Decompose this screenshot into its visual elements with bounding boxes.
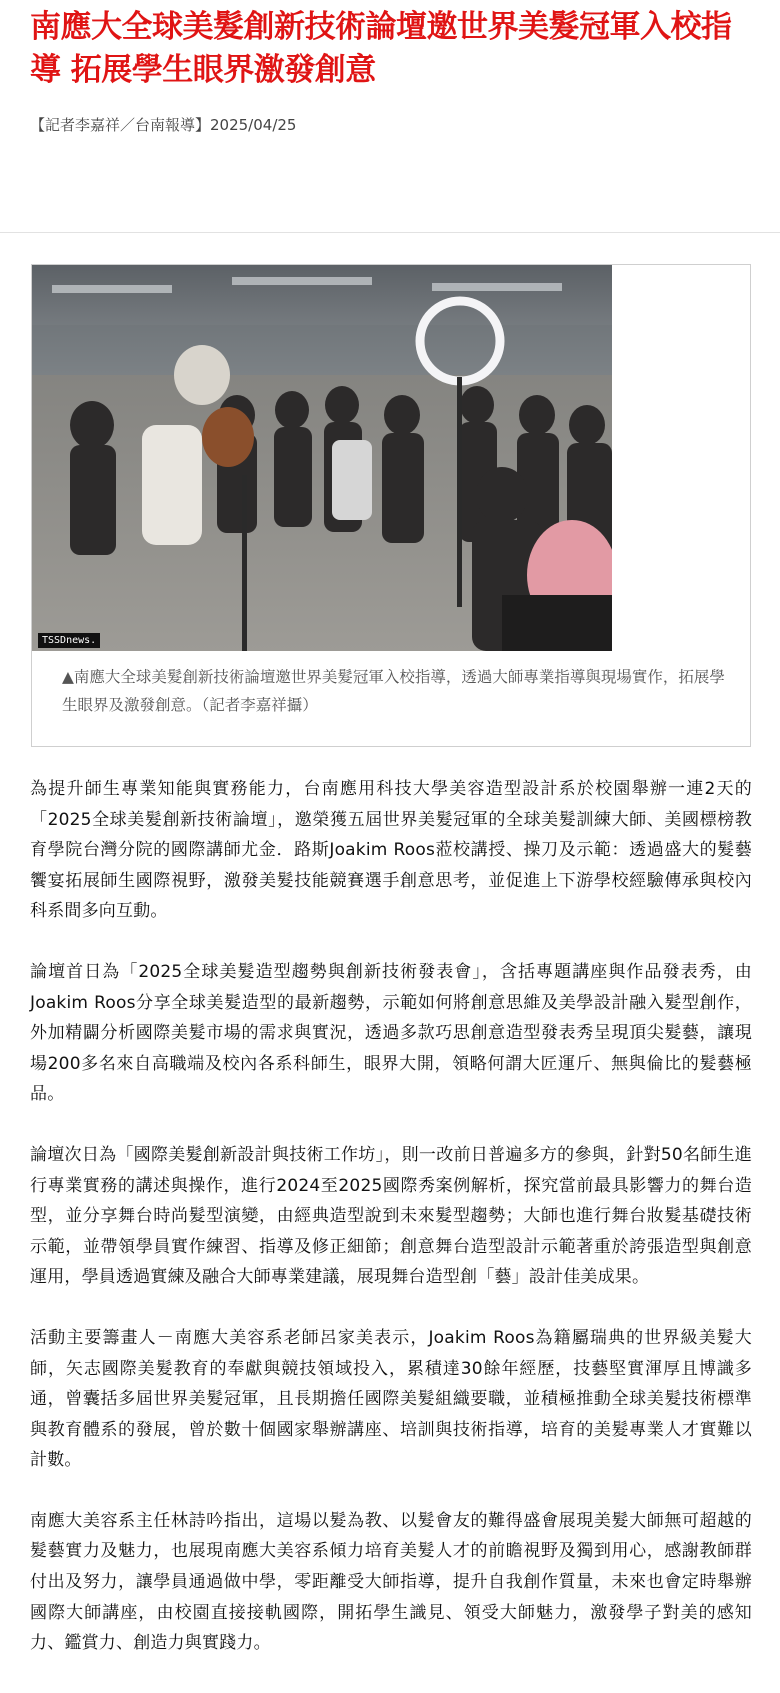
article-photo[interactable] — [32, 265, 612, 651]
photo-watermark: TSSDnews. — [38, 633, 100, 648]
photo-caption: ▲南應大全球美髮創新技術論壇邀世界美髮冠軍入校指導，透過大師專業指導與現場實作，拓展學生眼界及激發創意。（記者李嘉祥攝） — [62, 668, 725, 714]
article-body — [30, 774, 752, 1689]
article-paragraph: 論壇次日為「國際美髮創新設計與技術工作坊」，則一改前日普遍多方的參與，針對50名師生進行專業實務的講述與操作，進行2024至2025國際秀案例解析，探究當前最具影響力的舞台造型，並分享舞台時尚髮型演變，由經典造型說到未來髮型趨勢；大師也進行舞台妝髮基礎技術示範，並帶領學員實作練習、指導及修正細節；創意舞台造型設計示範著重於誇張造型與創意運用，學員透過實練及融合大師專業建議，展現舞台造型創「藝」設計佳美成果。 — [30, 1144, 752, 1288]
article-byline: 【記者李嘉祥／台南報導】2025/04/25 — [30, 116, 297, 134]
article-figure — [31, 264, 751, 747]
header-divider — [0, 232, 780, 233]
article-paragraph: 活動主要籌畫人－南應大美容系老師呂家美表示，Joakim Roos為籍屬瑞典的世界級美髮大師，矢志國際美髮教育的奉獻與競技領域投入，累積達30餘年經歷，技藝堅實渾厚且博識多通，曾囊括多屆世界美髮冠軍，且長期擔任國際美髮組織要職，並積極推動全球美髮技術標準與教育體系的發展，曾於數十個國家舉辦講座、培訓與技術指導，培育的美髮專業人才實難以計數。 — [30, 1327, 752, 1471]
article-paragraph: 論壇首日為「2025全球美髮造型趨勢與創新技術發表會」，含括專題講座與作品發表秀，由Joakim Roos分享全球美髮造型的最新趨勢，示範如何將創意思維及美學設計融入髮型創作，外加精闢分析國際美髮市場的需求與實況，透過多款巧思創意造型發表秀呈現頂尖髮藝，讓現場200多名來自高職端及校內各系科師生，眼界大開，領略何謂大匠運斤、無與倫比的髮藝極品。 — [30, 961, 752, 1105]
article-title: 南應大全球美髮創新技術論壇邀世界美髮冠軍入校指導 拓展學生眼界激發創意 — [30, 9, 732, 88]
article-paragraph: 為提升師生專業知能與實務能力，台南應用科技大學美容造型設計系於校園舉辦一連2天的「2025全球美髮創新技術論壇」，邀榮獲五屆世界美髮冠軍的全球美髮訓練大師、美國標榜教育學院台灣分院的國際講師尤金．路斯Joakim Roos蒞校講授、操刀及示範：透過盛大的髮藝饗宴拓展師生國際視野，激發美髮技能競賽選手創意思考，並促進上下游學校經驗傳承與校內科系間多向互動。 — [30, 779, 752, 922]
article-paragraph: 南應大美容系主任林詩吟指出，這場以髮為教、以髮會友的難得盛會展現美髮大師無可超越的髮藝實力及魅力，也展現南應大美容系傾力培育美髮人才的前瞻視野及獨到用心，感謝教師群付出及努力，讓學員通過做中學，零距離受大師指導，提升自我創作質量，未來也會定時舉辦國際大師講座，由校園直接接軌國際，開拓學生識見、領受大師魅力，激發學子對美的感知力、鑑賞力、創造力與實踐力。 — [30, 1510, 752, 1654]
